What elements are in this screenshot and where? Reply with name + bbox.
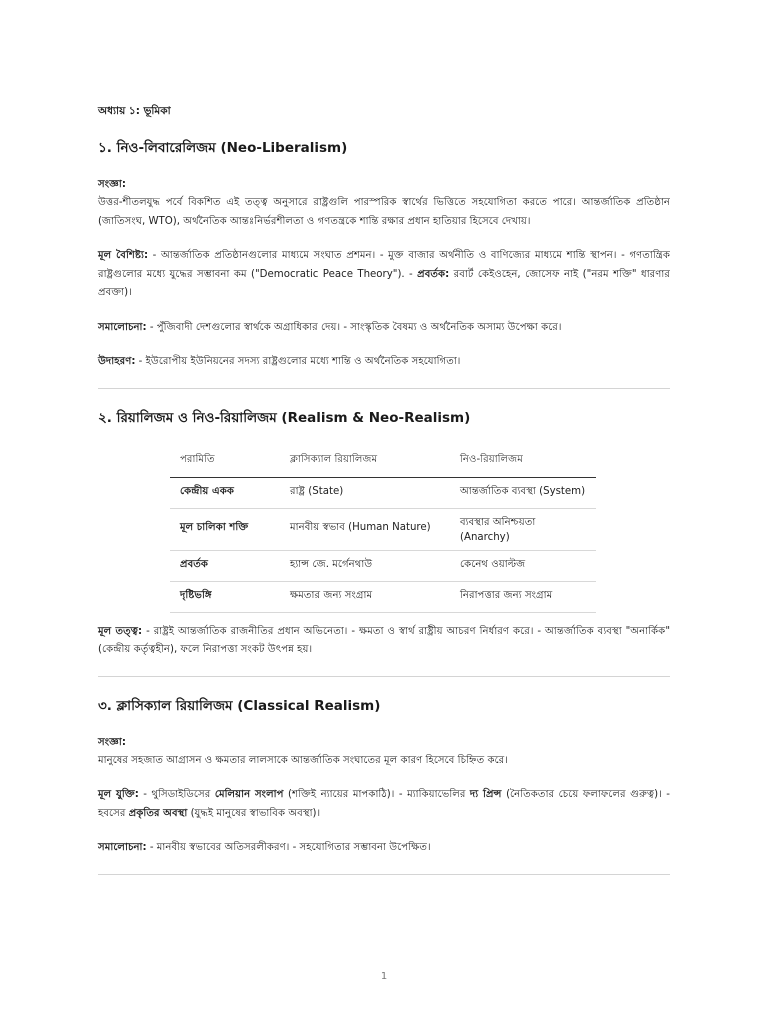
table-cell: রাষ্ট্র (State) <box>280 477 450 508</box>
proponents-text: রবার্ট কেইওহেন, জোসেফ নাই ("নরম শক্তি" ধারণার প্রবক্তা)। <box>98 268 670 298</box>
document-page <box>98 104 670 893</box>
features-text: - আন্তর্জাতিক প্রতিষ্ঠানগুলোর মাধ্যমে সংঘাত প্রশমন। - মুক্ত বাজার অর্থনীতি ও বাণিজ্যের মাধ্যমে শান্তি স্থাপন। - গণতান্ত্রিক রাষ্ট্রগুলোর মধ্যে যুদ্ধের সম্ভাবনা কম ("Democratic Peace Theory"). - <box>98 250 670 280</box>
argument-text: - থুসিডাইডিসের <box>138 789 215 800</box>
argument-text: (নৈতিকতার চেয়ে ফলাফলের গুরুত্ব)। - হবসের <box>98 789 670 819</box>
section-heading-realism: ২. রিয়ালিজম ও নিও-রিয়ালিজম (Realism & Neo-Realism) <box>98 409 471 426</box>
argument-text: (যুদ্ধই মানুষের স্বাভাবিক অবস্থা)। <box>187 807 321 819</box>
table-header-row <box>170 446 596 478</box>
example-label: উদাহরণ: <box>98 356 136 367</box>
section-divider <box>98 388 670 389</box>
table-row-header: মূল চালিকা শক্তি <box>170 508 280 550</box>
table-cell: মানবীয় স্বভাব (Human Nature) <box>280 508 450 550</box>
table-cell: আন্তর্জাতিক ব্যবস্থা (System) <box>450 477 596 508</box>
table-row <box>170 581 596 612</box>
table-row-header: প্রবর্তক <box>170 550 280 581</box>
table-header-cell: নিও-রিয়ালিজম <box>450 446 596 478</box>
features-paragraph <box>98 247 670 303</box>
table-header-cell: পরামিতি <box>170 446 280 478</box>
criticism-label: সমালোচনা: <box>98 842 147 853</box>
table-cell: ক্ষমতার জন্য সংগ্রাম <box>280 581 450 612</box>
features-label: মূল বৈশিষ্ট্য: <box>98 250 149 261</box>
argument-text: (শক্তিই ন্যায়ের মাপকাঠি)। - ম্যাকিয়াভেলির <box>283 789 470 800</box>
criticism-paragraph <box>98 319 670 338</box>
main-argument-paragraph <box>98 786 670 823</box>
state-of-nature-term: প্রকৃতির অবস্থা <box>128 807 188 819</box>
proponents-label: প্রবর্তক: <box>417 268 450 280</box>
comparison-table <box>170 446 596 613</box>
definition-text: উত্তর-শীতলযুদ্ধ পর্বে বিকশিত এই তত্ত্ব অনুসারে রাষ্ট্রগুলি পারস্পরিক স্বার্থের ভিত্তিতে সহযোগিতা করতে পারে। আন্তর্জাতিক প্রতিষ্ঠান (জাতিসংঘ, WTO), অর্থনৈতিক আন্তঃনির্ভরশীলতা ও গণতন্ত্রকে শান্তি রক্ষার প্রধান হাতিয়ার হিসেবে দেখায়। <box>98 197 670 227</box>
section-divider <box>98 874 670 875</box>
table-row <box>170 508 596 550</box>
table-cell: কেনেথ ওয়াল্টজ <box>450 550 596 581</box>
section-divider <box>98 676 670 677</box>
melian-dialogue-term: মেলিয়ান সংলাপ <box>214 789 284 800</box>
definition-label: সংজ্ঞা: <box>98 179 126 190</box>
example-paragraph <box>98 353 670 372</box>
chapter-title: অধ্যায় ১: ভূমিকা <box>98 105 171 117</box>
core-theory-text: - রাষ্ট্রই আন্তর্জাতিক রাজনীতির প্রধান অভিনেতা। - ক্ষমতা ও স্বার্থ রাষ্ট্রীয় আচরণ নির্ধারণ করে। - আন্তর্জাতিক ব্যবস্থা "অনার্কিক" (কেন্দ্রীয় কর্তৃত্বহীন), ফলে নিরাপত্তা সংকট উৎপন্ন হয়। <box>98 625 671 655</box>
table-row <box>170 477 596 508</box>
section-heading-classical-realism: ৩. ক্লাসিক্যাল রিয়ালিজম (Classical Realism) <box>98 697 381 714</box>
table-header-cell: ক্লাসিক্যাল রিয়ালিজম <box>280 446 450 478</box>
table-row-header: কেন্দ্রীয় একক <box>170 477 280 508</box>
core-theory-paragraph <box>98 623 670 660</box>
criticism-text: - মানবীয় স্বভাবের অতিসরলীকরণ। - সহযোগিতার সম্ভাবনা উপেক্ষিত। <box>146 842 431 853</box>
table-cell: ব্যবস্থার অনিশ্চয়তা (Anarchy) <box>450 508 596 550</box>
criticism-paragraph <box>98 839 670 858</box>
criticism-label: সমালোচনা: <box>98 321 147 333</box>
the-prince-term: দ্য প্রিন্স <box>469 789 502 800</box>
criticism-text: - পুঁজিবাদী দেশগুলোর স্বার্থকে অগ্রাধিকার দেয়। - সাংস্কৃতিক বৈষম্য ও অর্থনৈতিক অসাম্য উপেক্ষা করে। <box>146 321 562 333</box>
table-row-header: দৃষ্টিভঙ্গি <box>170 581 280 612</box>
section-heading-neoliberalism: ১. নিও-লিবারেলিজম (Neo-Liberalism) <box>98 140 348 156</box>
table-cell: হ্যান্স জে. মর্গেনথাউ <box>280 550 450 581</box>
core-theory-label: মূল তত্ত্ব: <box>98 625 143 637</box>
definition-text: মানুষের সহজাত আগ্রাসন ও ক্ষমতার লালসাকে আন্তর্জাতিক সংঘাতের মূল কারণ হিসেবে চিহ্নিত করে। <box>98 754 508 766</box>
table-cell: নিরাপত্তার জন্য সংগ্রাম <box>450 581 596 612</box>
definition-label: সংজ্ঞা: <box>98 736 126 748</box>
example-text: - ইউরোপীয় ইউনিয়নের সদস্য রাষ্ট্রগুলোর মধ্যে শান্তি ও অর্থনৈতিক সহযোগিতা। <box>135 356 461 367</box>
main-argument-label: মূল যুক্তি: <box>98 789 139 800</box>
table-row <box>170 550 596 581</box>
page-number: 1 <box>380 971 388 982</box>
